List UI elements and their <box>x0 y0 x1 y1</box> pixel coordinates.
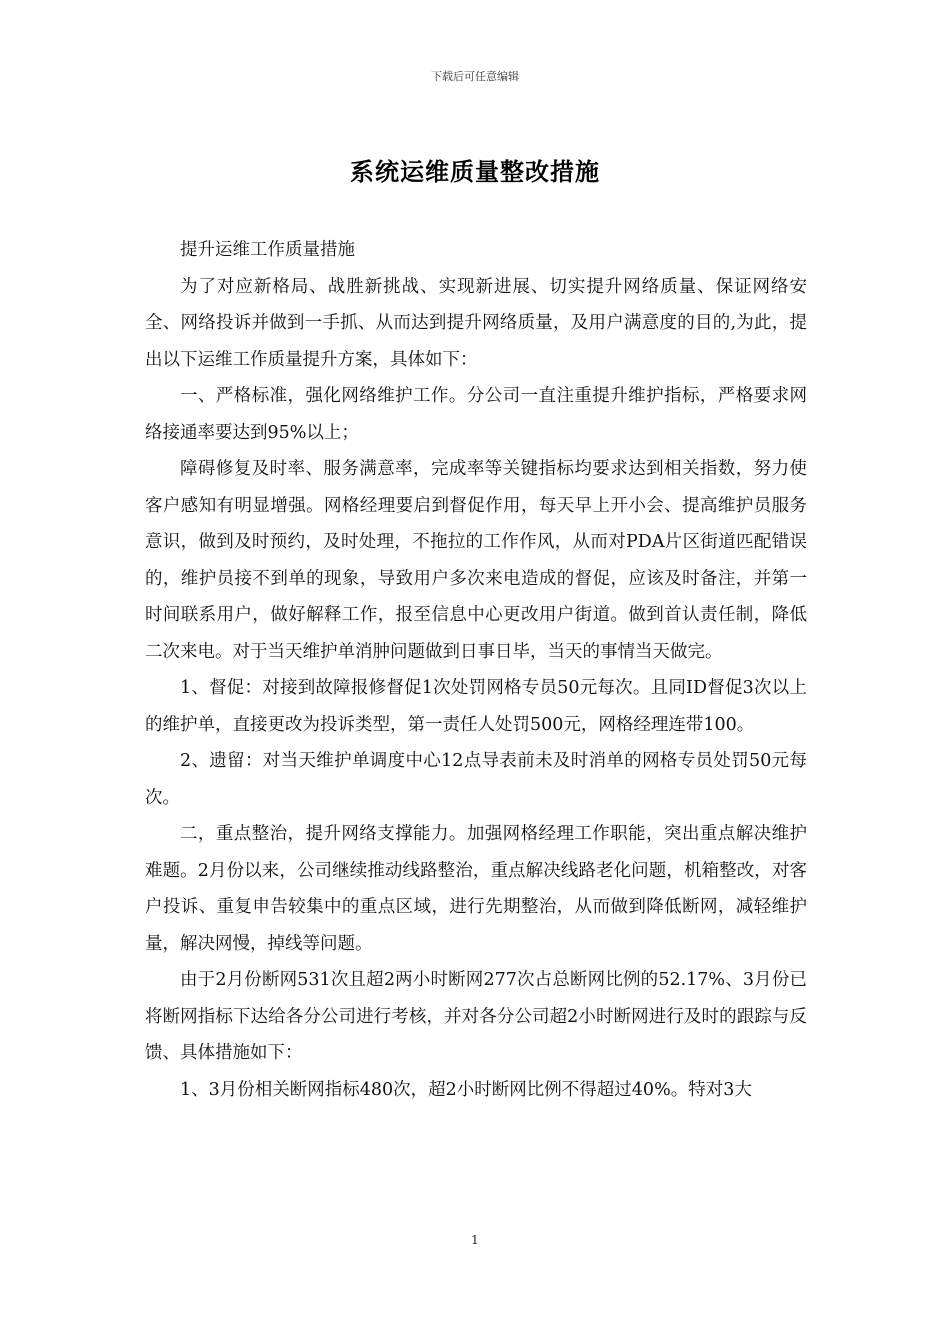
measure-one-paragraph: 1、3月份相关断网指标480次，超2小时断网比例不得超过40%。特对3大 <box>180 1079 752 1100</box>
document-title: 系统运维质量整改措施 <box>350 157 600 186</box>
item-leftover-paragraph: 2、遗留：对当天维护单调度中心12点导表前未及时消单的网格专员处罚50元每次。 <box>145 751 807 808</box>
section-two-paragraph: 二，重点整治，提升网络支撑能力。加强网格经理工作职能，突出重点解决维护难题。2月份以来，公司继续推动线路整治，重点解决线路老化问题，机箱整改，对客户投诉、重复申告较集中的重点区域，进行先期整治，从而做到降低断网，减轻维护量，解决网慢，掉线等问题。 <box>145 824 807 954</box>
header-note: 下载后可任意编辑 <box>431 70 519 83</box>
section-one-paragraph: 一、严格标准，强化网络维护工作。分公司一直注重提升维护指标，严格要求网络接通率要达到95%以上； <box>145 386 807 443</box>
body-paragraph: 障碍修复及时率、服务满意率，完成率等关键指标均要求达到相关指数，努力使客户感知有明显增强。网格经理要启到督促作用，每天早上开小会、提高维护员服务意识，做到及时预约，及时处理，不拖拉的工作作风，从而对PDA片区街道匹配错误的，维护员接不到单的现象，导致用户多次来电造成的督促，应该及时备注，并第一时间联系用户，做好解释工作，报至信息中心更改用户街道。做到首认责任制，降低二次来电。对于当天维护单消肿问题做到日事日毕，当天的事情当天做完。 <box>145 459 807 662</box>
page-number: 1 <box>471 1233 479 1247</box>
intro-paragraph: 为了对应新格局、战胜新挑战、实现新进展、切实提升网络质量、保证网络安全、网络投诉并做到一手抓、从而达到提升网络质量，及用户满意度的目的,为此，提出以下运维工作质量提升方案，具体如下： <box>145 276 807 370</box>
document-body <box>145 232 807 1108</box>
item-urge-paragraph: 1、督促：对接到故障报修督促1次处罚网格专员50元每次。且同ID督促3次以上的维护单，直接更改为投诉类型，第一责任人处罚500元，网格经理连带100。 <box>145 678 807 735</box>
subtitle-paragraph: 提升运维工作质量措施 <box>180 240 355 260</box>
outage-stats-paragraph: 由于2月份断网531次且超2两小时断网277次占总断网比例的52.17%、3月份已将断网指标下达给各分公司进行考核，并对各分公司超2小时断网进行及时的跟踪与反馈、具体措施如下： <box>145 970 807 1063</box>
